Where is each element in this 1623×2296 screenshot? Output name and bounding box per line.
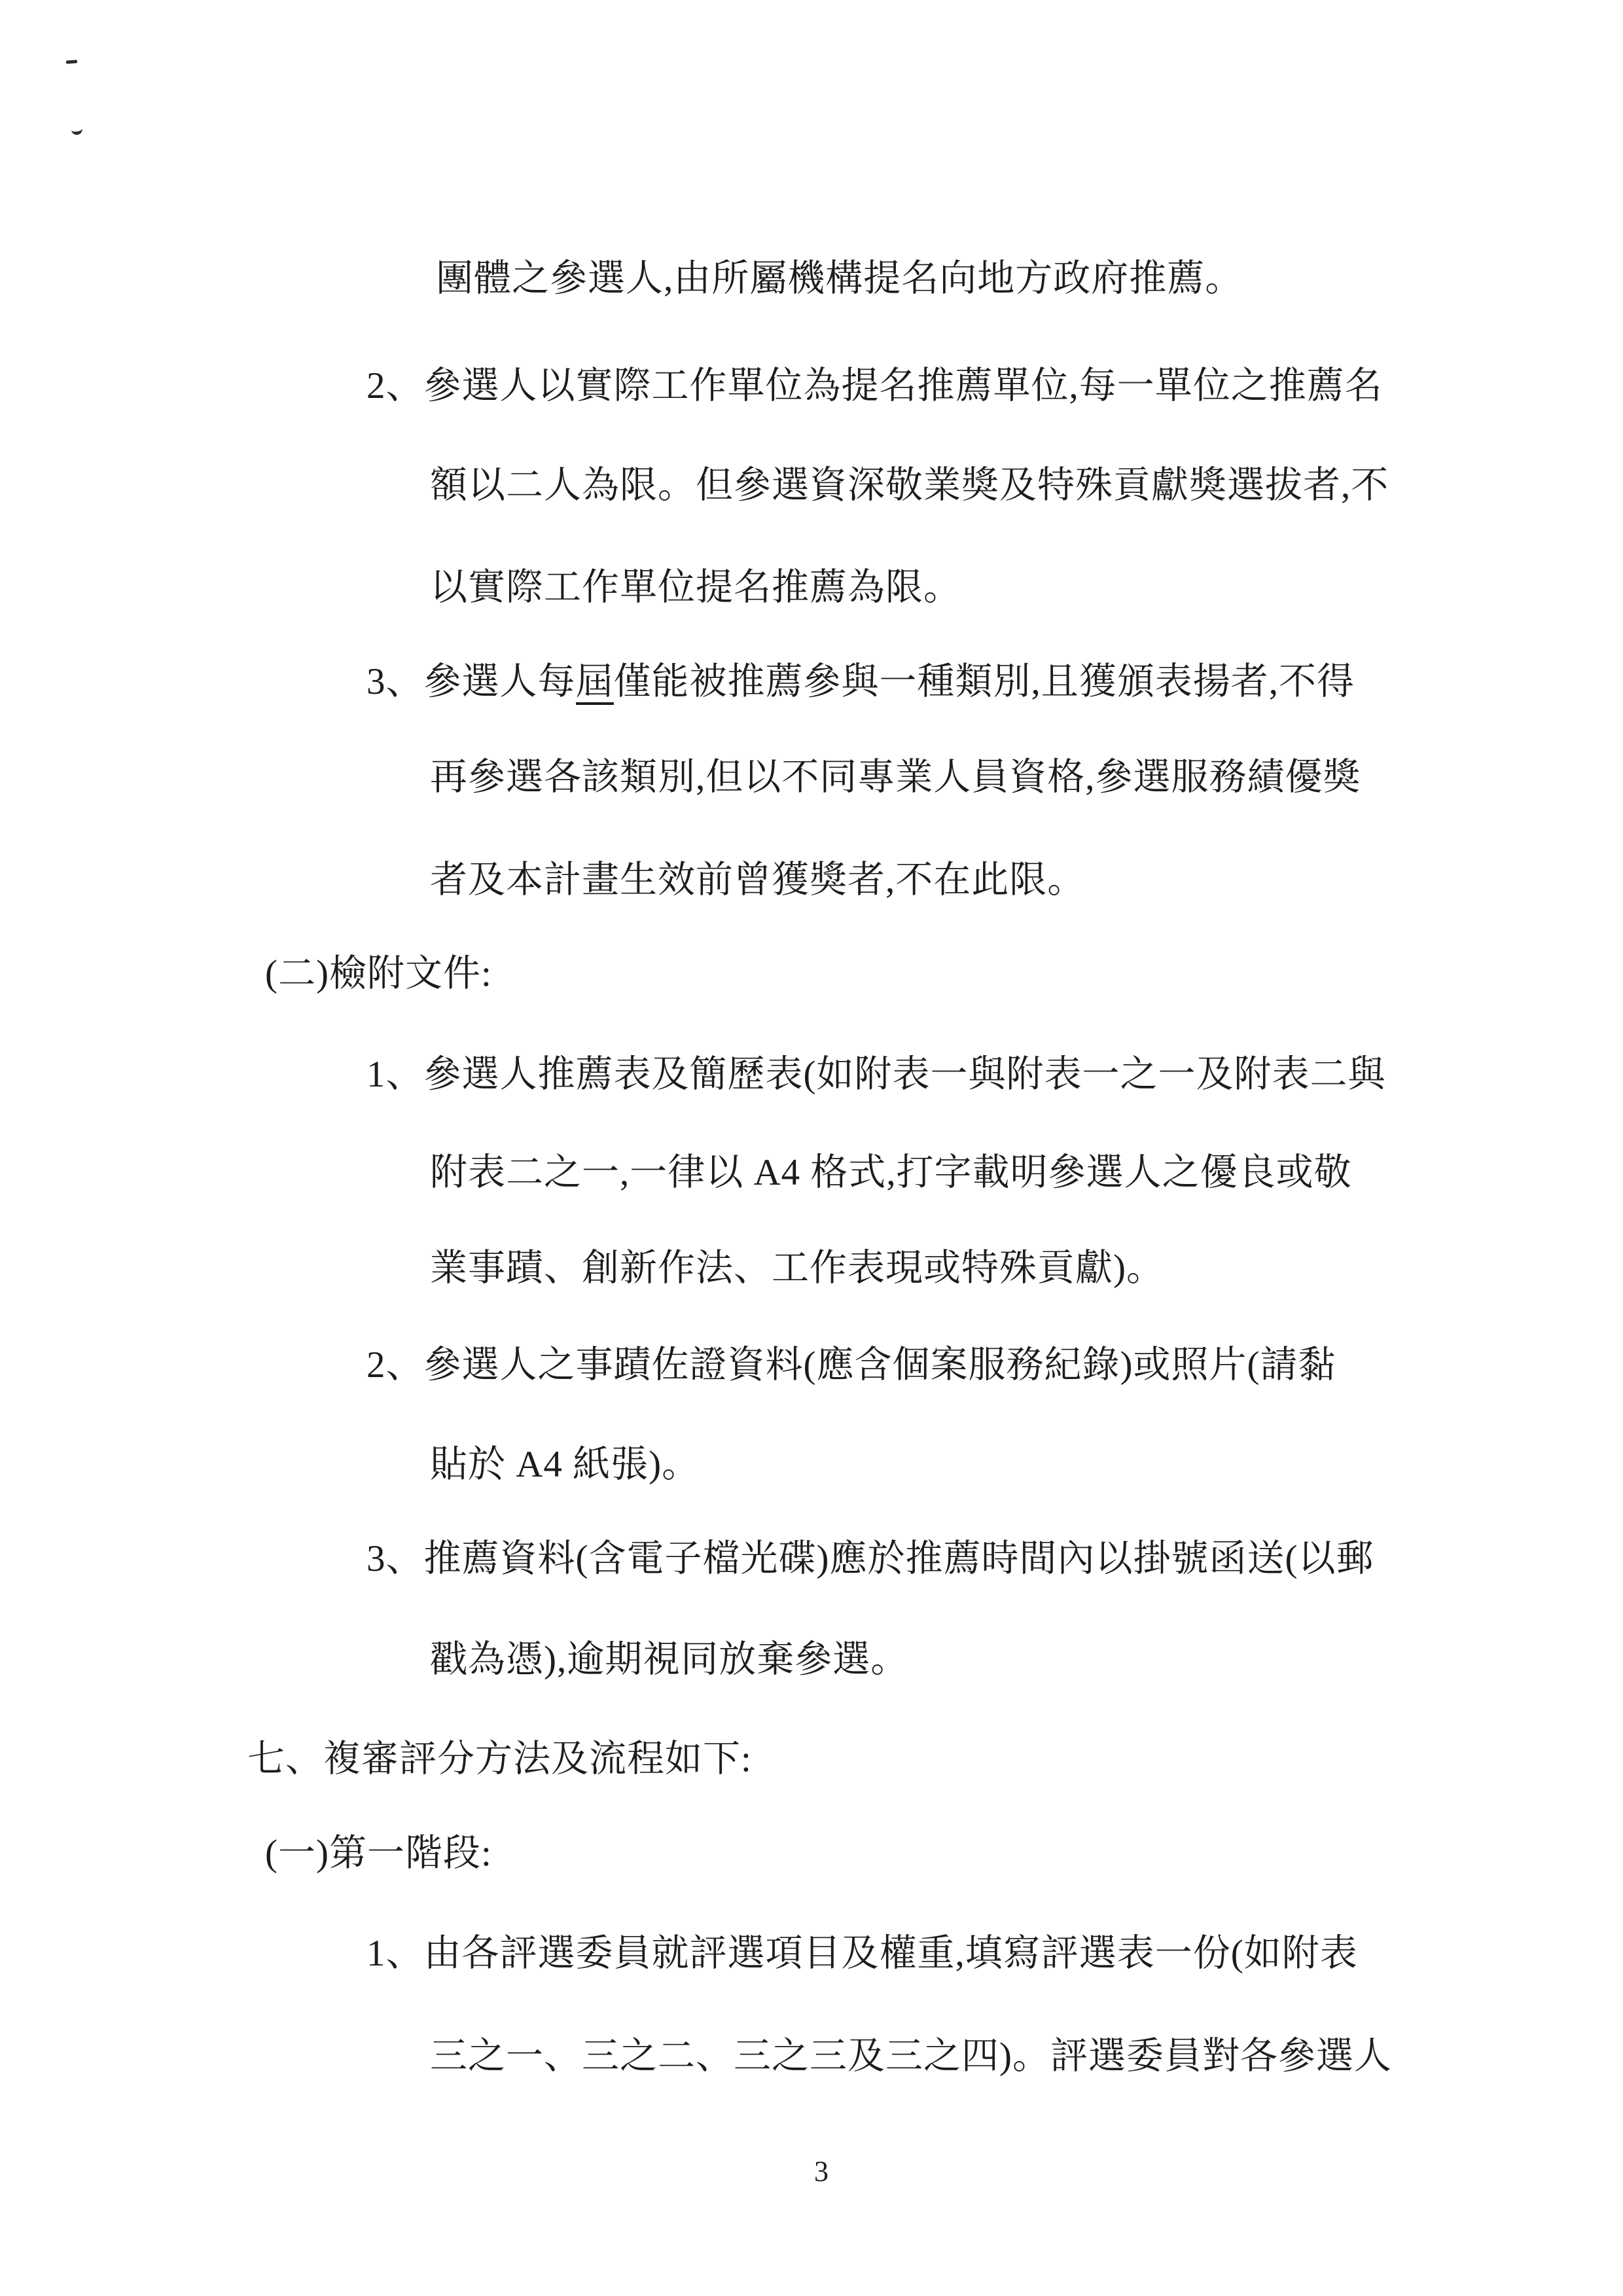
body-line-05-underlined: 屆 — [576, 662, 614, 705]
body-line-05 — [366, 660, 1355, 705]
body-line-05-pre: 3、參選人每 — [366, 661, 576, 702]
body-line-02: 2、參選人以實際工作單位為提名推薦單位,每一單位之推薦名 — [366, 365, 1383, 406]
body-line-10: 附表二之一,一律以 A4 格式,打字載明參選人之優良或敬 — [430, 1152, 1352, 1193]
article-heading-7: 七、複審評分方法及流程如下: — [247, 1738, 752, 1780]
body-line-04: 以實際工作單位提名推薦為限。 — [430, 567, 961, 608]
body-line-14: 3、推薦資料(含電子檔光碟)應於推薦時間內以掛號函送(以郵 — [366, 1538, 1374, 1579]
body-line-19: 三之一、三之二、三之三及三之四)。評選委員對各參選人 — [430, 2036, 1392, 2077]
body-line-13: 貼於 A4 紙張)。 — [430, 1444, 700, 1485]
body-line-01: 團體之參選人,由所屬機構提名向地方政府推薦。 — [436, 258, 1243, 299]
section-heading-2: (二)檢附文件: — [265, 953, 492, 994]
body-line-06: 再參選各該類別,但以不同專業人員資格,參選服務績優獎 — [430, 757, 1361, 798]
body-line-09: 1、參選人推薦表及簡歷表(如附表一與附表一之一及附表二與 — [366, 1054, 1386, 1095]
scan-artifact-dash — [66, 60, 77, 63]
body-line-12: 2、參選人之事蹟佐證資料(應含個案服務紀錄)或照片(請黏 — [366, 1344, 1336, 1386]
body-line-05-post: 僅能被推薦參與一種類別,且獲頒表揚者,不得 — [613, 661, 1355, 702]
scan-artifact-check-mark — [71, 125, 83, 135]
page-number: 3 — [814, 2155, 829, 2187]
body-line-11: 業事蹟、創新作法、工作表現或特殊貢獻)。 — [430, 1247, 1164, 1289]
section-heading-1: (一)第一階段: — [265, 1833, 492, 1874]
body-line-07: 者及本計畫生效前曾獲獎者,不在此限。 — [430, 859, 1086, 901]
body-line-18: 1、由各評選委員就評選項目及權重,填寫評選表一份(如附表 — [366, 1933, 1358, 1974]
body-line-03: 額以二人為限。但參選資深敬業獎及特殊貢獻獎選拔者,不 — [430, 465, 1389, 506]
body-line-15: 戳為憑),逾期視同放棄參選。 — [430, 1639, 909, 1680]
